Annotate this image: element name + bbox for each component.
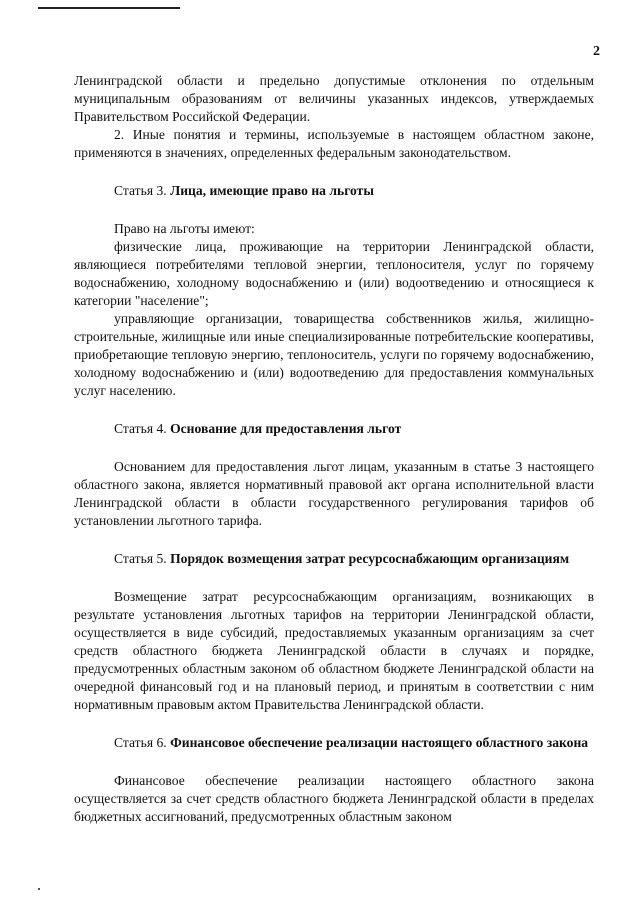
article-6-heading: [74, 734, 594, 752]
article-4-heading: [114, 420, 594, 438]
article-title: Порядок возмещения затрат ресурсоснабжающим организациям: [170, 551, 570, 566]
scan-speck: [38, 888, 40, 890]
article-3-heading: [114, 182, 594, 200]
article-title: Лица, имеющие право на льготы: [170, 183, 374, 198]
paragraph: Возмещение затрат ресурсоснабжающим организациям, возникающих в результате установления льготных тарифов на территории Ленинградской области, осуществляется в виде субсидий, предоставляемых указанным организациям за счет средств областного бюджета Ленинградской области в случаях и порядке, предусмотренных областным законом об областном бюджете Ленинградской области на очередной финансовый год и на плановый период, и принятым в соответствии с ним нормативным правовым актом Правительства Ленинградской области.: [74, 589, 594, 712]
article-title: Финансовое обеспечение реализации настоящего областного закона: [170, 735, 589, 750]
paragraph: 2. Иные понятия и термины, используемые в настоящем областном законе, применяются в значениях, определенных федеральным законодательством.: [74, 127, 594, 160]
paragraph: управляющие организации, товарищества собственников жилья, жилищно-строительные, жилищные или иные специализированные потребительские кооперативы, приобретающие тепловую энергию, теплоноситель, услуги по горячему водоснабжению, холодному водоснабжению и (или) водоотведению для предоставления коммунальных услуг населению.: [74, 311, 594, 398]
paragraph: Основанием для предоставления льгот лицам, указанным в статье 3 настоящего областного закона, является нормативный правовой акт органа исполнительной власти Ленинградской области в области государственного регулирования тарифов об установлении льготного тарифа.: [74, 459, 594, 528]
paragraph: Ленинградской области и предельно допустимые отклонения по отдельным муниципальным образованиям от величины указанных индексов, утверждаемых Правительством Российской Федерации.: [74, 73, 594, 124]
document-body: [74, 72, 594, 826]
page-number: 2: [593, 44, 600, 59]
paragraph: Право на льготы имеют:: [114, 221, 255, 236]
top-rule: [38, 7, 180, 9]
article-prefix: Статья 6.: [114, 735, 167, 750]
article-prefix: Статья 3.: [114, 183, 167, 198]
article-5-heading: [74, 550, 594, 568]
article-prefix: Статья 5.: [114, 551, 167, 566]
paragraph: физические лица, проживающие на территории Ленинградской области, являющиеся потребителями тепловой энергии, теплоносителя, услуг по горячему водоснабжению, холодному водоснабжению и (или) водоотведению и относящиеся к категории "население";: [74, 239, 594, 308]
article-title: Основание для предоставления льгот: [170, 421, 402, 436]
article-prefix: Статья 4.: [114, 421, 167, 436]
paragraph: Финансовое обеспечение реализации настоящего областного закона осуществляется за счет средств областного бюджета Ленинградской области в пределах бюджетных ассигнований, предусмотренных областным законом: [74, 773, 594, 824]
